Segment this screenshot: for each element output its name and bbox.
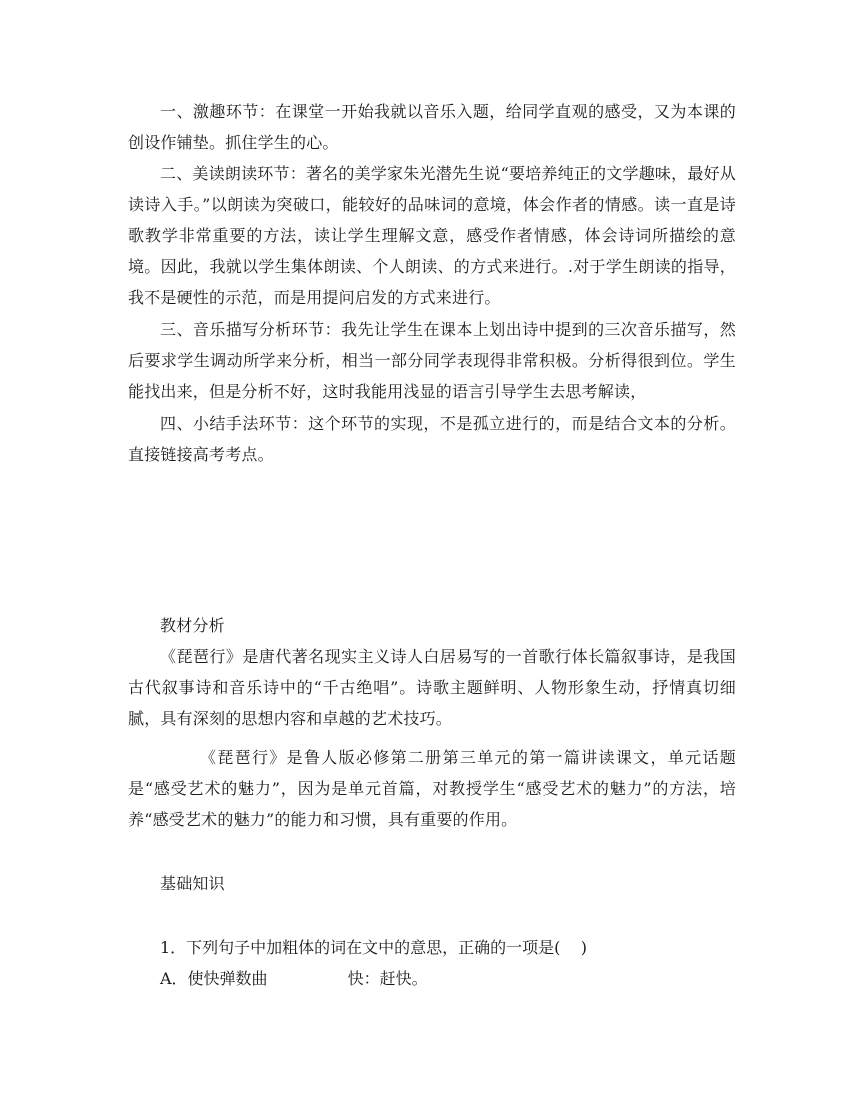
option-a-gloss: 快：赶快。 bbox=[347, 969, 428, 988]
basic-knowledge-heading: 基础知识 bbox=[160, 874, 225, 893]
material-analysis-heading: 教材分析 bbox=[160, 616, 225, 635]
step-2-paragraph: 二、美读朗读环节：著名的美学家朱光潜先生说“要培养纯正的文学趣味，最好从读诗入手。”以朗读为突破口，能较好的品味词的意境，体会作者的情感。读一直是诗歌教学非常重要的方法，读让学生理解文意，感受作者情感，体会诗词所描绘的意境。因此，我就以学生集体朗读、个人朗读、的方式来进行。.对于学生朗读的指导，我不是硬性的示范，而是用提问启发的方式来进行。 bbox=[128, 164, 736, 307]
step-3-paragraph: 三、音乐描写分析环节：我先让学生在课本上划出诗中提到的三次音乐描写，然后要求学生调动所学来分析，相当一部分同学表现得非常积极。分析得很到位。学生能找出来，但是分析不好，这时我能用浅显的语言引导学生去思考解读， bbox=[128, 320, 736, 401]
question-1: 1．下列句子中加粗体的词在文中的意思，正确的一项是( ) bbox=[160, 938, 588, 957]
question-1-option-a bbox=[160, 963, 428, 994]
step-4-paragraph: 四、小结手法环节：这个环节的实现，不是孤立进行的，而是结合文本的分析。直接链接高考考点。 bbox=[128, 414, 736, 464]
material-analysis-paragraph-2: 《琵琶行》是鲁人版必修第二册第三单元的第一篇讲读课文，单元话题是“感受艺术的魅力”，因为是单元首篇，对教授学生“感受艺术的魅力”的方法，培养“感受艺术的魅力”的能力和习惯，具有重要的作用。 bbox=[128, 748, 736, 829]
step-1-paragraph: 一、激趣环节：在课堂一开始我就以音乐入题，给同学直观的感受，又为本课的创设作铺垫。抓住学生的心。 bbox=[128, 102, 736, 152]
material-analysis-paragraph-1: 《琵琶行》是唐代著名现实主义诗人白居易写的一首歌行体长篇叙事诗，是我国古代叙事诗和音乐诗中的“千古绝唱”。诗歌主题鲜明、人物形象生动，抒情真切细腻，具有深刻的思想内容和卓越的艺术技巧。 bbox=[128, 647, 736, 728]
option-a-label: A．使快弹数曲 bbox=[160, 969, 268, 988]
